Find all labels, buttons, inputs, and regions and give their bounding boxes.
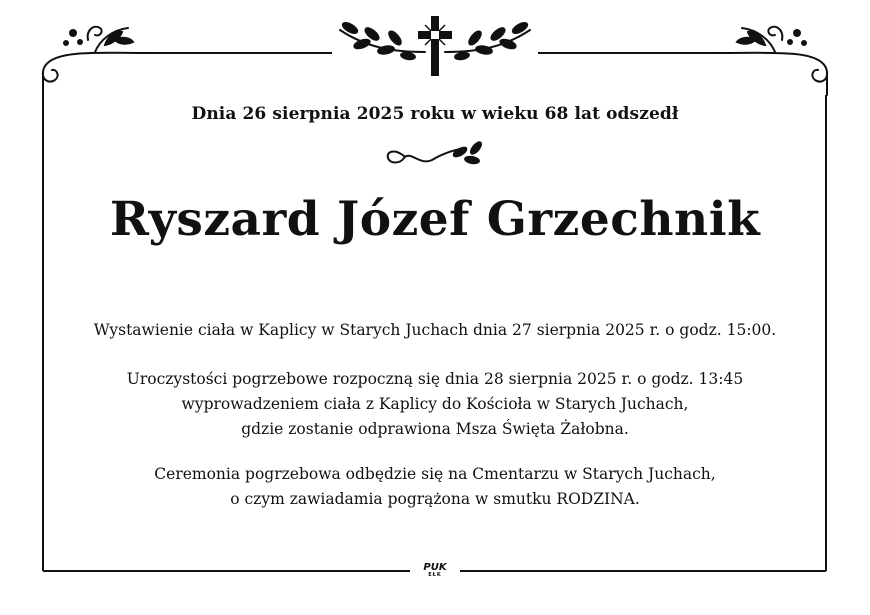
burial-info <box>0 462 870 512</box>
deceased-name: Ryszard Józef Grzechnik <box>109 192 761 247</box>
ceremony-info <box>0 367 870 442</box>
viewing-info <box>0 318 870 343</box>
cross-icon <box>418 16 452 76</box>
corner-flourish-icon <box>720 27 827 95</box>
ceremony-line: wyprowadzeniem ciała z Kaplicy do Kościoła w Starych Juchach, <box>181 395 689 413</box>
burial-line: o czym zawiadamia pogrążona w smutku RODZINA. <box>230 490 640 508</box>
laurel-branch-icon <box>340 21 425 60</box>
divider-flourish-icon <box>388 141 483 164</box>
death-announcement-headline: Dnia 26 sierpnia 2025 roku w wieku 68 lat odszedł <box>191 104 679 124</box>
laurel-branch-icon <box>445 21 530 60</box>
burial-line: Ceremonia pogrzebowa odbędzie się na Cmentarzu w Starych Juchach, <box>154 465 716 483</box>
ceremony-line: Uroczystości pogrzebowe rozpoczną się dnia 28 sierpnia 2025 r. o godz. 13:45 <box>126 370 744 388</box>
publisher-logo-main: PUK <box>423 562 447 573</box>
publisher-logo <box>415 563 455 578</box>
publisher-logo-sub: EŁK <box>428 572 442 578</box>
viewing-line: Wystawienie ciała w Kaplicy w Starych Juchach dnia 27 sierpnia 2025 r. o godz. 15:00. <box>93 321 777 339</box>
corner-flourish-icon <box>43 27 150 95</box>
ceremony-line: gdzie zostanie odprawiona Msza Święta Żałobna. <box>241 420 629 438</box>
